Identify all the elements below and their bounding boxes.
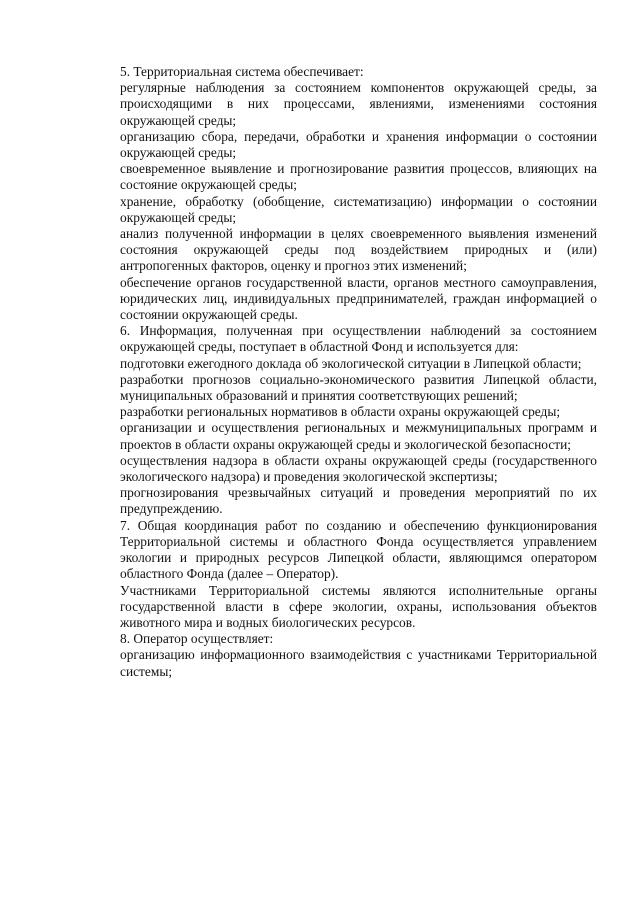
document-body [120,64,597,680]
paragraph-8-heading: 8. Оператор осуществляет: [120,631,274,647]
paragraph-6-item-2: разработки прогнозов социально-экономического развития Липецкой области, муниципальных образований и принятия соответствующих решений; [120,371,597,404]
paragraph-6-item-6: прогнозирования чрезвычайных ситуаций и проведения мероприятий по их предупреждению. [120,485,597,517]
paragraph-8-item-1: организацию информационного взаимодействия с участниками Территориальной системы; [120,647,597,679]
paragraph-6-item-1: подготовки ежегодного доклада об экологической ситуации в Липецкой области; [120,355,582,371]
paragraph-5-item-1: регулярные наблюдения за состоянием компонентов окружающей среды, за происходящими в них процессами, явлениями, изменениями состояния окружающей среды; [120,80,597,128]
paragraph-7: 7. Общая координация работ по созданию и обеспечению функционирования Территориальной системы и областного Фонда осуществляется управлением экологии и природных ресурсов Липецкой области, являющимся оператором областного Фонда (далее – Оператор). [120,517,597,582]
paragraph-5-item-6: обеспечение органов государственной власти, органов местного самоуправления, юридических лиц, индивидуальных предпринимателей, граждан информацией о состоянии окружающей среды. [120,274,597,323]
paragraph-5-item-3: своевременное выявление и прогнозирование развития процессов, влияющих на состояние окружающей среды; [120,161,597,193]
paragraph-6-item-3: разработки региональных нормативов в области охраны окружающей среды; [120,404,561,420]
paragraph-5-item-5: анализ полученной информации в целях своевременного выявления изменений состояния окружающей среды под воздействием природных и (или) антропогенных факторов, оценку и прогноз этих изменений; [120,226,597,274]
paragraph-6-item-4: организации и осуществления региональных и межмуниципальных программ и проектов в области охраны окружающей среды и экологической безопасности; [120,420,597,452]
paragraph-6-heading: 6. Информация, полученная при осуществлении наблюдений за состоянием окружающей среды, поступает в областной Фонд и используется для: [120,323,597,355]
paragraph-5-heading: 5. Территориальная система обеспечивает: [120,64,364,79]
paragraph-5-item-4: хранение, обработку (обобщение, систематизацию) информации о состоянии окружающей среды; [120,193,597,225]
paragraph-7-participants: Участниками Территориальной системы являются исполнительные органы государственной власти в сфере экологии, охраны, использования объектов животного мира и водных биологических ресурсов. [120,582,597,630]
paragraph-6-item-5: осуществления надзора в области охраны окружающей среды (государственного экологического надзора) и проведения экологической экспертизы; [120,452,597,485]
paragraph-5-item-2: организацию сбора, передачи, обработки и хранения информации о состоянии окружающей среды; [120,128,597,161]
